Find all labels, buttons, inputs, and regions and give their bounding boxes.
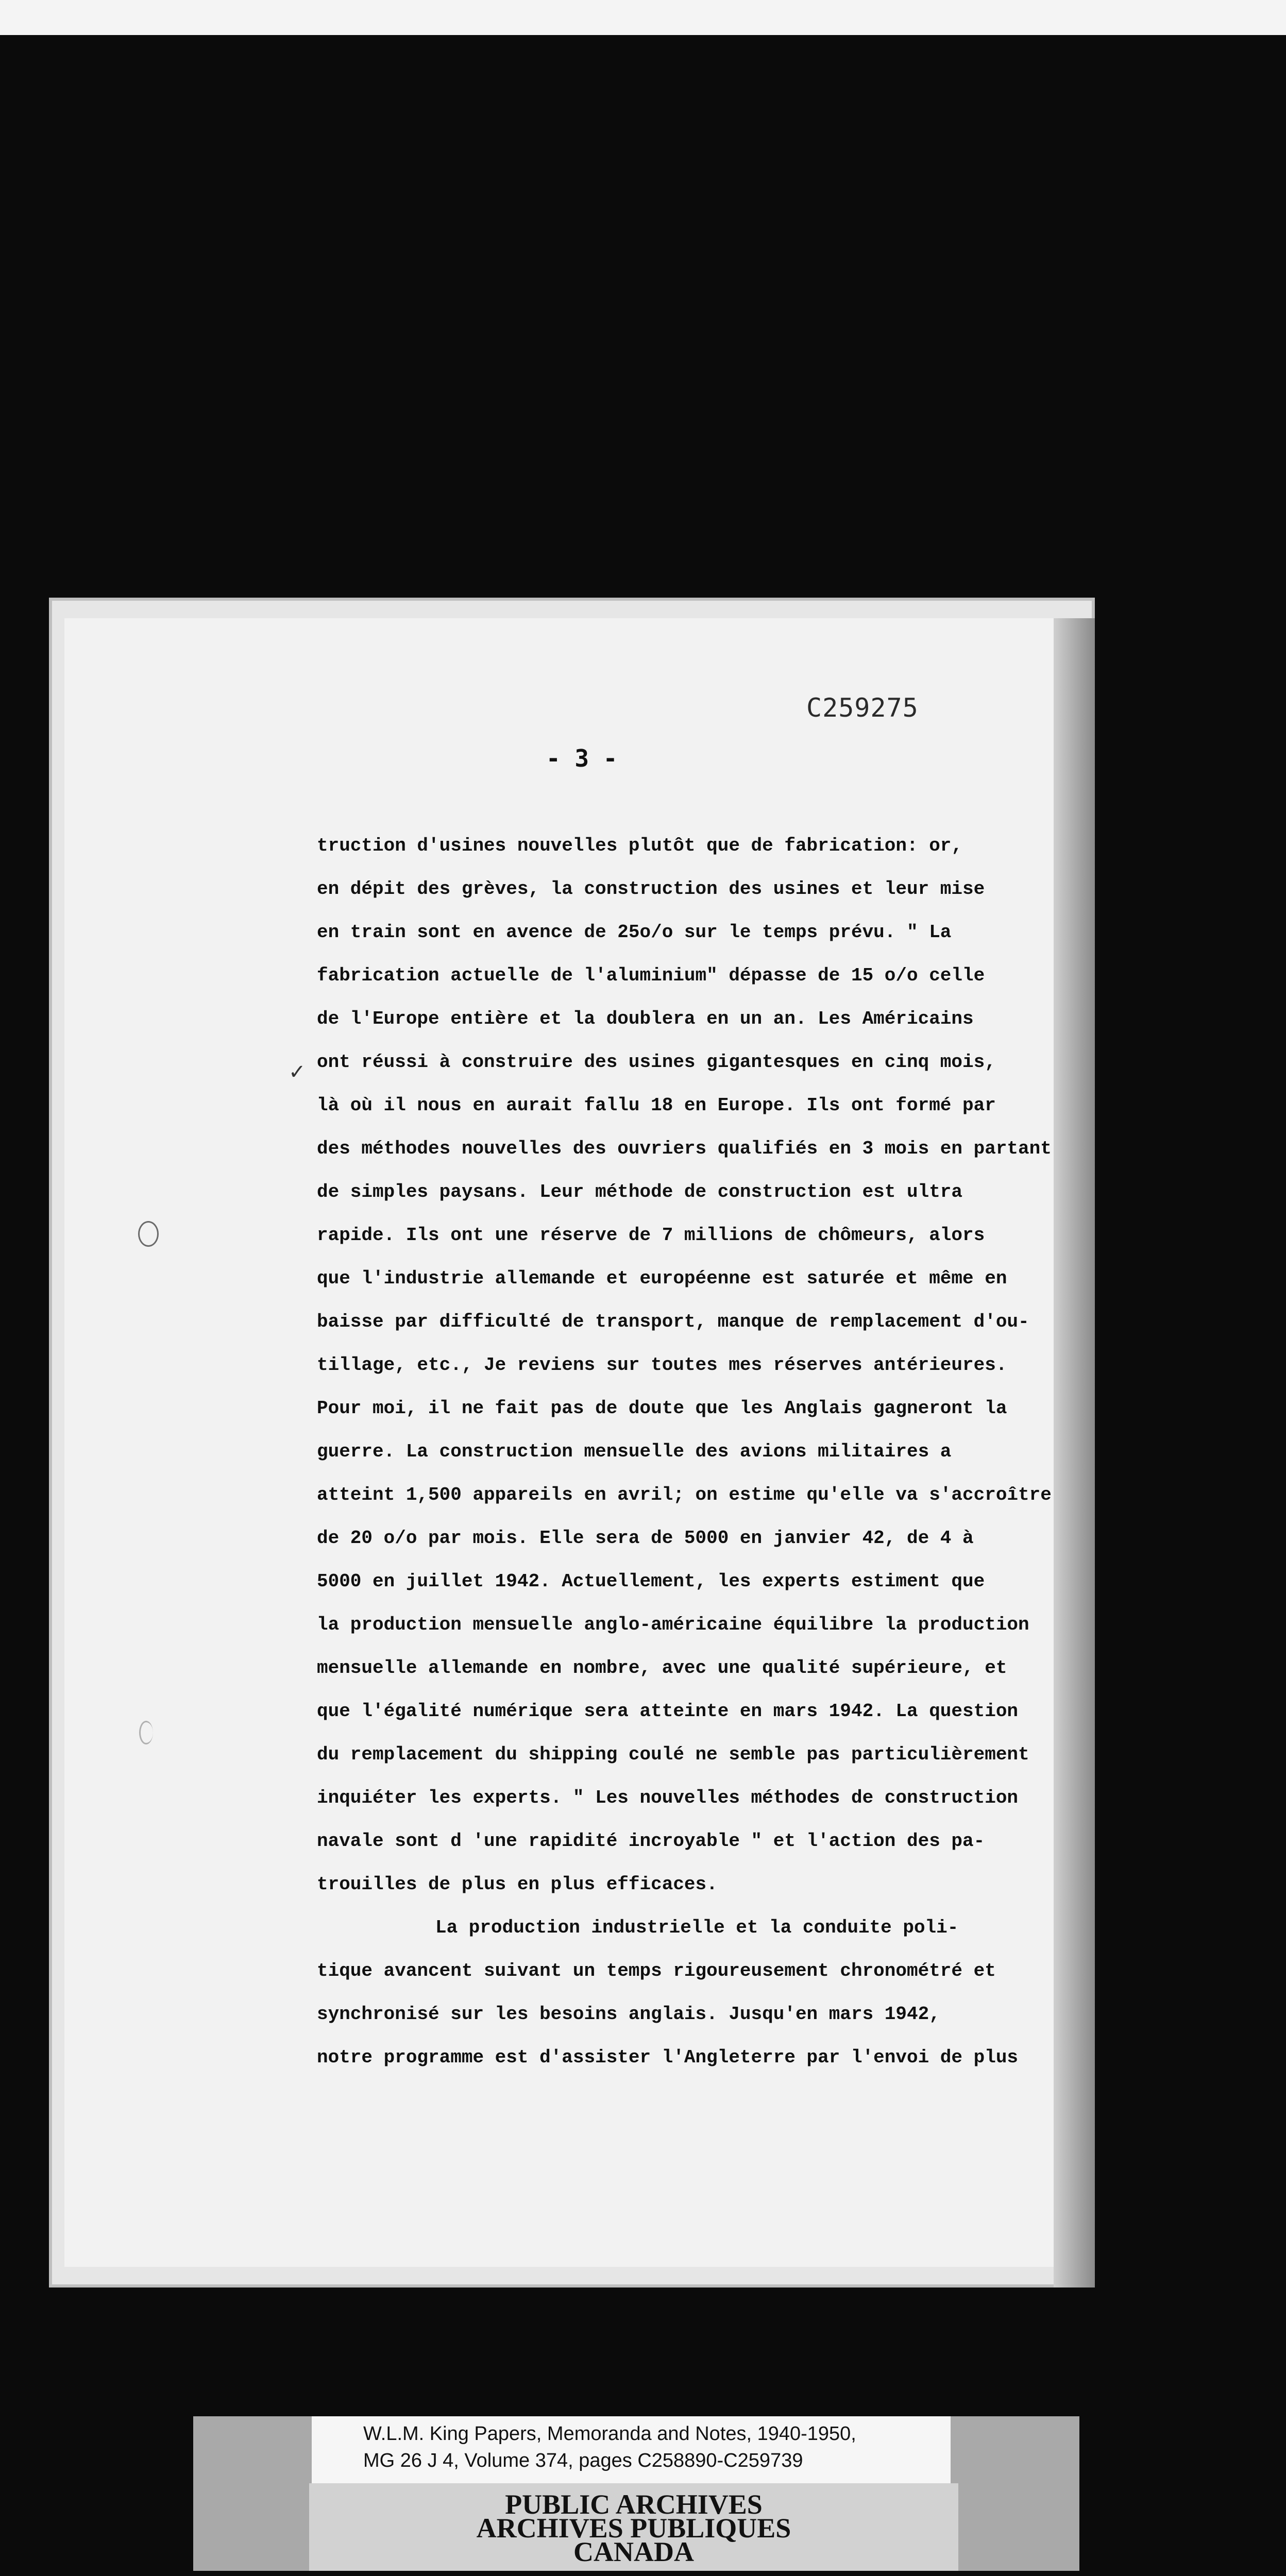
text-line: fabrication actuelle de l'aluminium" dépasse de 15 o/o celle [317,965,985,986]
text-line: Pour moi, il ne fait pas de doute que les Anglais gagneront la [317,1398,1007,1419]
stamp-line: PUBLIC ARCHIVES [505,2489,763,2520]
archives-stamp [309,2483,958,2571]
text-line: truction d'usines nouvelles plutôt que de fabrication: or, [317,835,963,856]
text-line: synchronisé sur les besoins anglais. Jusqu'en mars 1942, [317,2004,940,2025]
text-line: la production mensuelle anglo-américaine équilibre la production [317,1614,1029,1635]
text-line: tillage, etc., Je reviens sur toutes mes réserves antérieures. [317,1354,1007,1376]
text-line: baisse par difficulté de transport, manque de remplacement d'ou- [317,1311,1029,1332]
text-line: trouilles de plus en plus efficaces. [317,1874,718,1895]
text-line: tique avancent suivant un temps rigoureusement chronométré et [317,1960,996,1981]
text-line: là où il nous en aurait fallu 18 en Europe. Ils ont formé par [317,1095,996,1116]
text-line: que l'industrie allemande et européenne est saturée et même en [317,1268,1007,1289]
text-line: de l'Europe entière et la doublera en un an. Les Américains [317,1008,974,1029]
stamp-line: CANADA [573,2536,694,2567]
text-line: ont réussi à construire des usines gigantesques en cinq mois, [317,1052,996,1073]
film-top-edge [0,0,1286,35]
text-line: en train sont en avence de 25o/o sur le temps prévu. " La [317,922,952,943]
text-line: guerre. La construction mensuelle des avions militaires a [317,1441,952,1462]
text-line: navale sont d 'une rapidité incroyable " et l'action des pa- [317,1831,985,1852]
text-line: atteint 1,500 appareils en avril; on estime qu'elle va s'accroître [317,1484,1052,1505]
text-line: des méthodes nouvelles des ouvriers qualifiés en 3 mois en partant [317,1138,1052,1159]
text-line: mensuelle allemande en nombre, avec une qualité supérieure, et [317,1657,1007,1679]
stamp-line: ARCHIVES PUBLIQUES [476,2513,791,2544]
citation-line: MG 26 J 4, Volume 374, pages C258890-C259739 [363,2450,803,2471]
text-line: que l'égalité numérique sera atteinte en mars 1942. La question [317,1701,1019,1722]
page-number: - 3 - [546,744,618,772]
page-shadow-edge [1054,618,1095,2287]
document-number: C259275 [806,693,919,723]
text-line: de 20 o/o par mois. Elle sera de 5000 en janvier 42, de 4 à [317,1528,974,1549]
typed-text-body [317,824,1052,2079]
punch-hole-icon [138,1221,159,1247]
text-line: notre programme est d'assister l'Angleterre par l'envoi de plus [317,2047,1019,2068]
text-line: 5000 en juillet 1942. Actuellement, les experts estiment que [317,1571,985,1592]
text-line: inquiéter les experts. " Les nouvelles méthodes de construction [317,1787,1019,1808]
text-line: en dépit des grèves, la construction des usines et leur mise [317,878,985,900]
punch-hole-icon [139,1721,153,1744]
citation-line: W.L.M. King Papers, Memoranda and Notes, 1940-1950, [363,2423,856,2445]
paragraph-start-line: La production industrielle et la conduite poli- [435,1917,959,1938]
check-mark-icon: ✓ [289,1060,306,1084]
citation-text [363,2420,856,2474]
text-line: rapide. Ils ont une réserve de 7 millions de chômeurs, alors [317,1225,985,1246]
text-line: de simples paysans. Leur méthode de construction est ultra [317,1181,963,1202]
text-line: du remplacement du shipping coulé ne semble pas particulièrement [317,1744,1029,1765]
